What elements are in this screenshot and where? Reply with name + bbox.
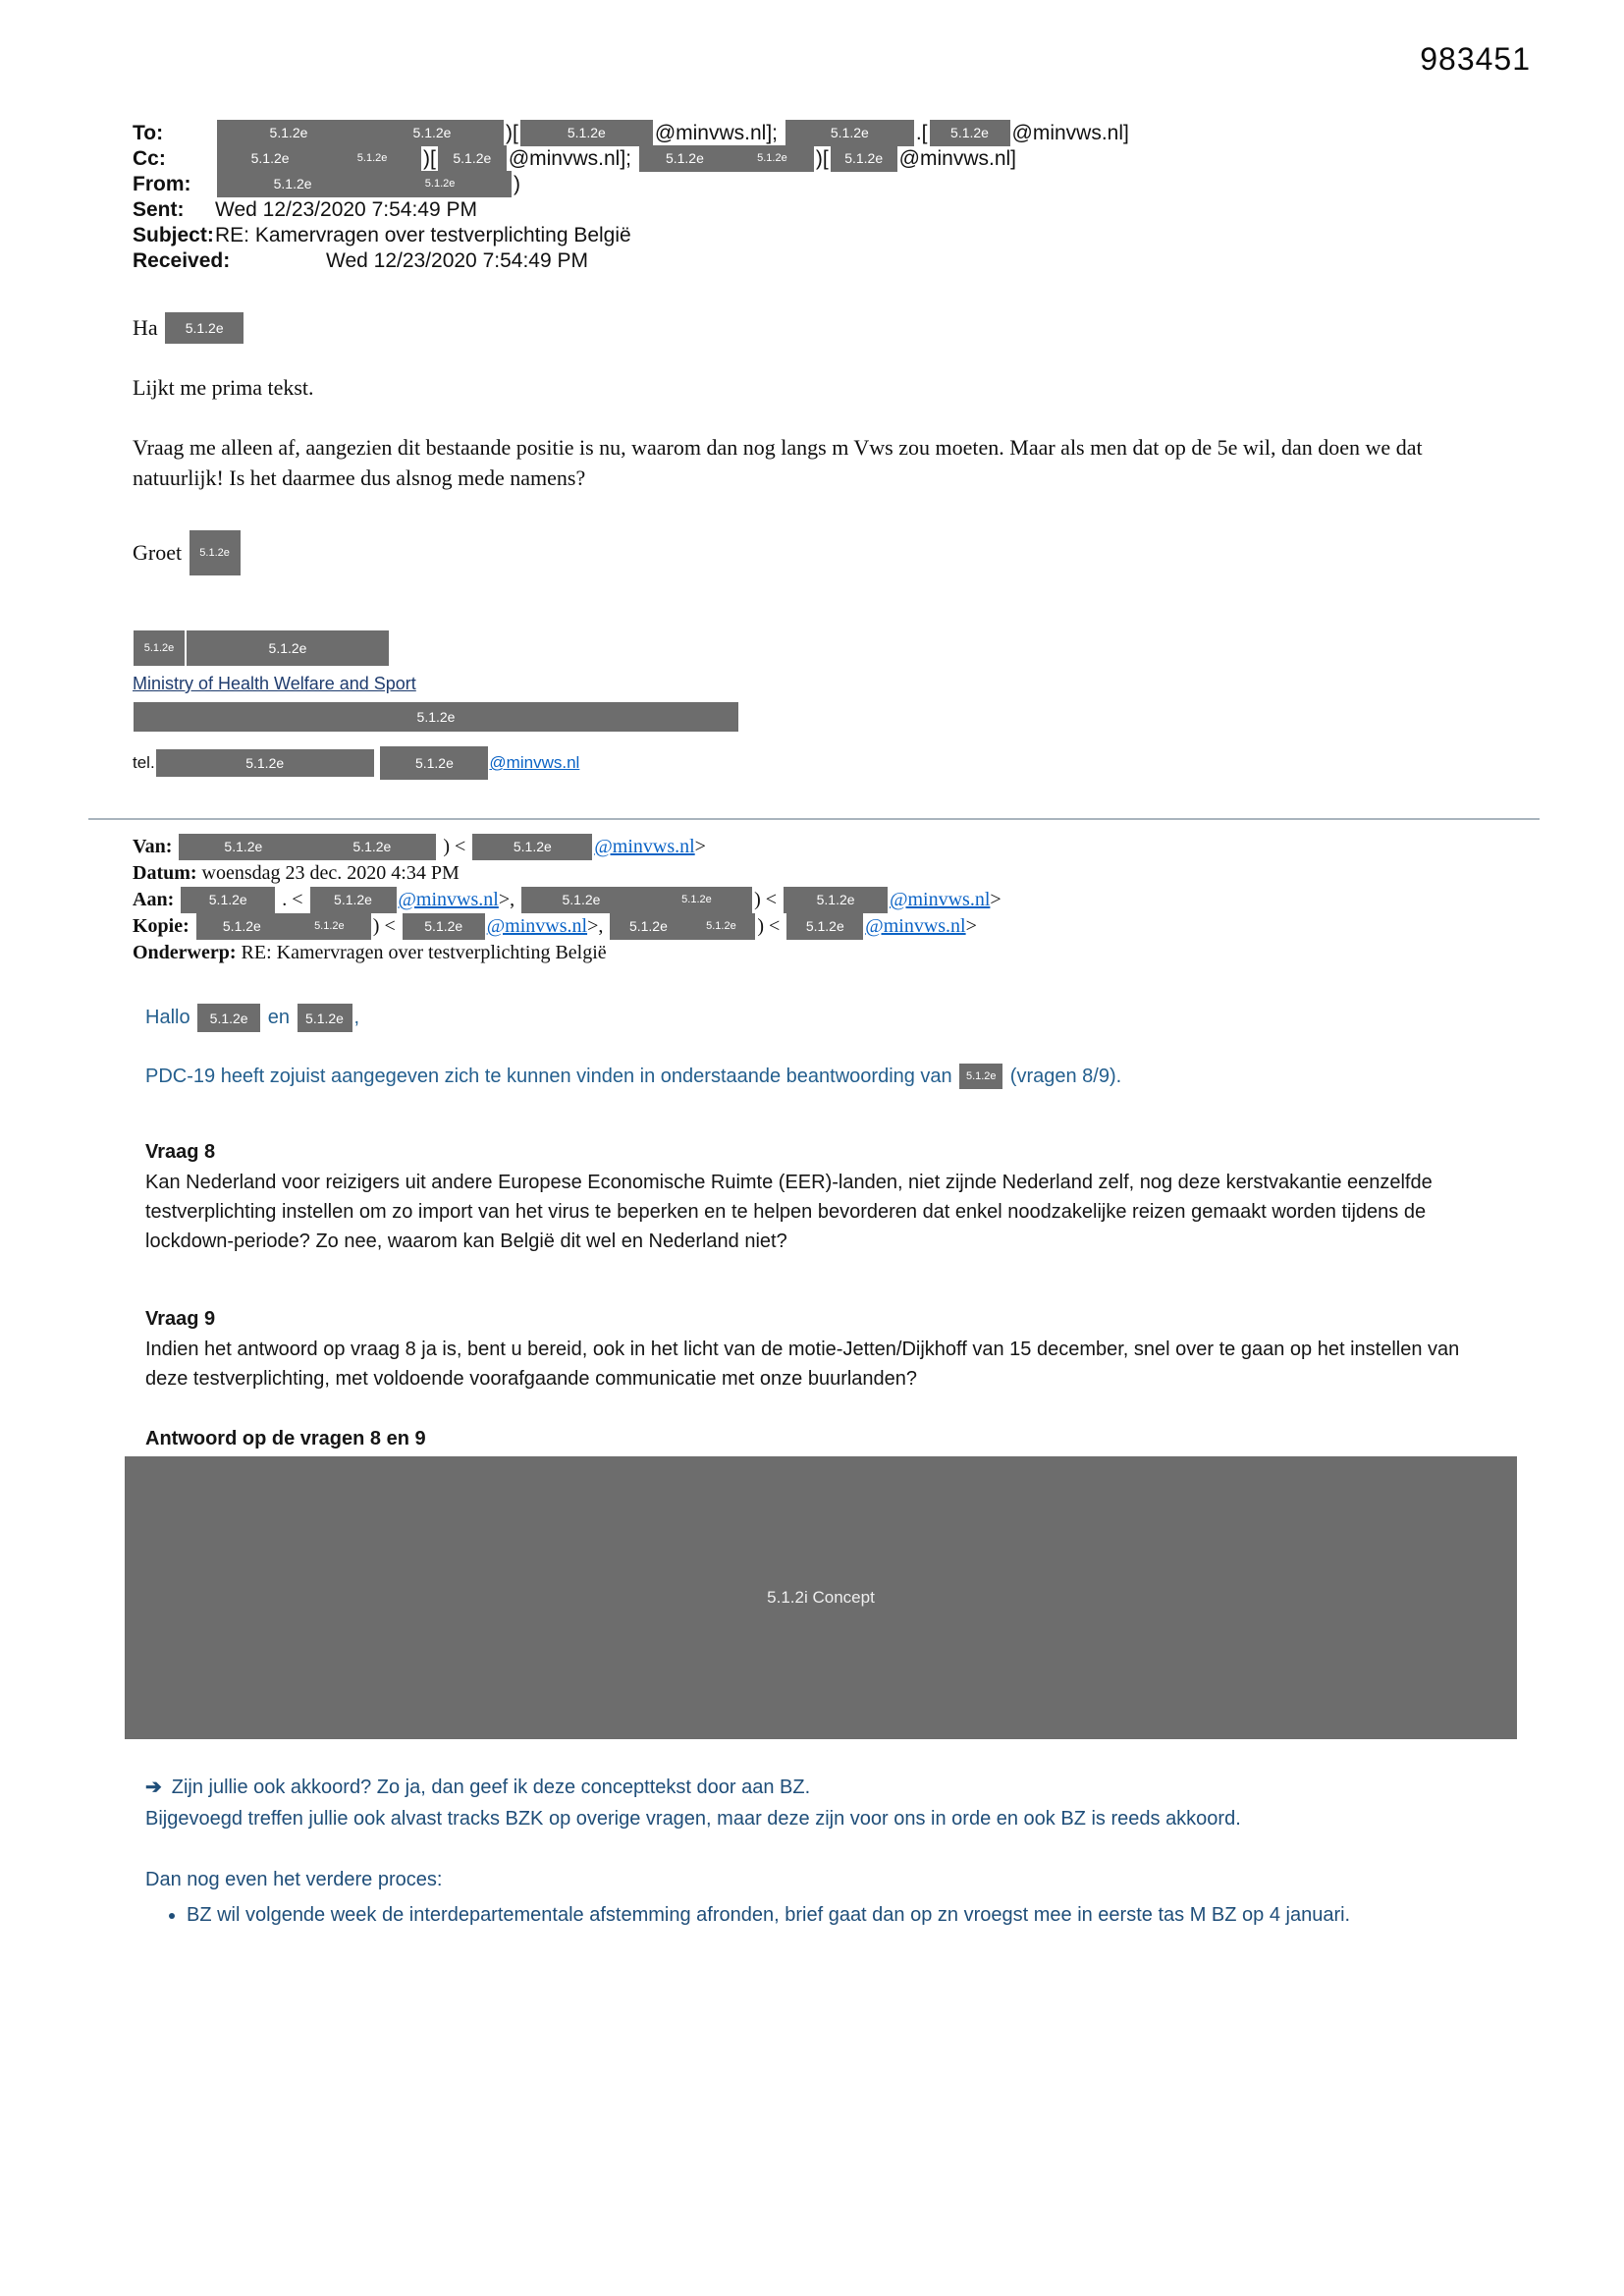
redaction-box bbox=[217, 120, 504, 146]
header-row bbox=[133, 145, 1536, 171]
text-segment: @minvws.nl] bbox=[898, 146, 1017, 170]
text-segment: )[ bbox=[506, 121, 518, 144]
header-row bbox=[133, 196, 1536, 222]
redaction-label: 5.1.2e bbox=[273, 175, 312, 191]
ministry-link[interactable]: Ministry of Health Welfare and Sport bbox=[133, 674, 416, 693]
redaction-label: 5.1.2e bbox=[830, 124, 869, 140]
email-body bbox=[133, 312, 1536, 575]
text-segment: >, bbox=[587, 915, 609, 937]
header-field-label: To: bbox=[133, 121, 164, 144]
vraag9-section bbox=[145, 1305, 1536, 1394]
redaction-box bbox=[521, 887, 752, 913]
text-segment: @minvws.nl]; bbox=[508, 146, 637, 170]
redaction-box bbox=[610, 913, 755, 940]
redaction-label: 5.1.2e bbox=[412, 124, 452, 140]
redaction-label: 5.1.2e bbox=[209, 1010, 248, 1026]
text-segment: Wed 12/23/2020 7:54:49 PM bbox=[215, 197, 477, 221]
redaction-box bbox=[959, 1064, 1002, 1089]
text-segment: RE: Kamervragen over testverplichting België bbox=[215, 223, 631, 246]
field-label: Datum: bbox=[133, 862, 202, 884]
redaction-label: 5.1.2e bbox=[143, 642, 175, 654]
text-segment: > bbox=[965, 915, 977, 937]
agreement-question-text: Zijn jullie ook akkoord? Zo ja, dan geef ik deze concepttekst door aan BZ. bbox=[171, 1777, 811, 1798]
header-field-value bbox=[215, 171, 520, 197]
redaction-label: 5.1.2e bbox=[416, 709, 456, 725]
quoted-header-row bbox=[133, 887, 1536, 913]
field-label: Onderwerp: bbox=[133, 942, 242, 963]
redaction-label: 5.1.2e bbox=[414, 755, 454, 771]
header-field-value bbox=[215, 120, 1129, 146]
process-bullet: • BZ wil volgende week de interdepartementale afstemming afronden, brief gaat dan op zn vroegst mee in eerste tas M BZ op 4 januari. bbox=[187, 1900, 1492, 1931]
redaction-label: 5.1.2e bbox=[356, 151, 388, 164]
redaction-label: 5.1.2e bbox=[199, 547, 230, 559]
header-field-value bbox=[215, 145, 1016, 172]
process-intro: Dan nog even het verdere proces: bbox=[145, 1869, 443, 1890]
redaction-box bbox=[403, 913, 485, 940]
redaction-label: 5.1.2e bbox=[965, 1070, 997, 1082]
quoted-email-header bbox=[133, 834, 1536, 966]
email-link[interactable]: @minvws.nl bbox=[890, 889, 991, 910]
redaction-label: 5.1.2e bbox=[757, 151, 787, 164]
divider bbox=[88, 818, 1540, 820]
redaction-label: 5.1.2e bbox=[222, 918, 261, 934]
header-field-label: From: bbox=[133, 172, 191, 195]
concept-redaction-label: 5.1.2i Concept bbox=[767, 1588, 875, 1607]
text-segment: Ha bbox=[133, 315, 164, 340]
process-list bbox=[145, 1900, 1492, 1931]
redaction-label: 5.1.2e bbox=[424, 177, 456, 190]
redaction-label: 5.1.2e bbox=[352, 839, 392, 854]
body-line: Lijkt me prima tekst. bbox=[133, 375, 314, 400]
redaction-label: 5.1.2e bbox=[706, 920, 736, 932]
vraag9-heading: Vraag 9 bbox=[145, 1308, 216, 1330]
signature-redacted-row bbox=[133, 702, 1536, 732]
redaction-label: 5.1.2e bbox=[844, 149, 884, 166]
text-segment: ) < bbox=[438, 836, 471, 857]
redaction-box bbox=[217, 145, 421, 172]
text-segment: RE: Kamervragen over testverplichting België bbox=[241, 942, 607, 963]
redaction-box bbox=[831, 145, 897, 172]
text-segment: )[ bbox=[815, 146, 829, 170]
antwoord-section bbox=[145, 1425, 1536, 1452]
redaction-label: 5.1.2e bbox=[513, 839, 552, 854]
redaction-box bbox=[197, 1004, 260, 1032]
text-segment: woensdag 23 dec. 2020 4:34 PM bbox=[201, 862, 460, 884]
quoted-header-row bbox=[133, 834, 1536, 860]
redaction-label: 5.1.2e bbox=[268, 640, 307, 656]
redaction-label: 5.1.2e bbox=[567, 124, 606, 140]
redaction-label: 5.1.2e bbox=[562, 892, 601, 907]
redaction-box bbox=[784, 887, 888, 913]
closing-block bbox=[145, 1773, 1536, 1931]
redaction-label: 5.1.2e bbox=[269, 124, 308, 140]
redaction-label: 5.1.2e bbox=[453, 149, 492, 166]
redaction-box bbox=[181, 887, 275, 913]
antwoord-heading: Antwoord op de vragen 8 en 9 bbox=[145, 1428, 426, 1449]
redaction-box bbox=[189, 530, 241, 575]
header-field-label: Cc: bbox=[133, 146, 166, 170]
email-link[interactable]: @minvws.nl bbox=[865, 915, 966, 937]
text-segment: tel. bbox=[133, 753, 155, 772]
text-segment: > bbox=[694, 836, 706, 857]
header-row bbox=[133, 222, 1536, 247]
field-label: Van: bbox=[133, 836, 178, 857]
redaction-box bbox=[310, 887, 397, 913]
redaction-label: 5.1.2e bbox=[224, 839, 263, 854]
redaction-label: 5.1.2e bbox=[314, 920, 345, 932]
quoted-header-row bbox=[133, 860, 1536, 887]
redaction-box bbox=[165, 312, 244, 344]
text-segment: >, bbox=[498, 889, 520, 910]
redaction-label: 5.1.2e bbox=[805, 918, 844, 934]
redaction-box bbox=[134, 630, 185, 666]
text-segment: PDC-19 heeft zojuist aangegeven zich te kunnen vinden in onderstaande beantwoording van bbox=[145, 1065, 958, 1087]
text-segment: Groet bbox=[133, 540, 188, 565]
redaction-label: 5.1.2e bbox=[208, 892, 247, 907]
text-segment: Hallo bbox=[145, 1007, 196, 1028]
redaction-label: 5.1.2e bbox=[424, 918, 463, 934]
redaction-label: 5.1.2e bbox=[185, 320, 224, 336]
redaction-box bbox=[472, 834, 592, 860]
field-label: Aan: bbox=[133, 889, 180, 910]
arrow-icon: ➔ bbox=[145, 1777, 162, 1798]
email-link[interactable]: @minvws.nl bbox=[594, 836, 695, 857]
text-segment: (vragen 8/9). bbox=[1004, 1065, 1122, 1087]
text-segment: @minvws.nl]; bbox=[654, 121, 784, 144]
header-field-label: Received: bbox=[133, 248, 231, 272]
signature-tel-row bbox=[133, 745, 1536, 781]
redaction-box bbox=[134, 702, 738, 732]
text-segment: ) bbox=[514, 172, 520, 195]
email-link[interactable]: @minvws.nl bbox=[398, 889, 499, 910]
redaction-label: 5.1.2e bbox=[816, 892, 855, 907]
quoted-greeting bbox=[145, 1004, 1536, 1032]
concept-redaction-box bbox=[125, 1456, 1517, 1739]
redaction-box bbox=[785, 120, 914, 146]
redaction-label: 5.1.2e bbox=[245, 755, 285, 771]
redaction-label: 5.1.2e bbox=[665, 149, 704, 166]
closing-line: Bijgevoegd treffen jullie ook alvast tracks BZK op overige vragen, maar deze zijn voor ons in orde en ook BZ is reeds akkoord. bbox=[145, 1808, 1241, 1830]
header-field-value bbox=[215, 247, 588, 274]
header-field-label: Subject: bbox=[133, 223, 214, 246]
field-label: Kopie: bbox=[133, 915, 194, 937]
text-segment: , bbox=[353, 1007, 360, 1028]
redaction-box bbox=[639, 145, 814, 172]
text-segment: Wed 12/23/2020 7:54:49 PM bbox=[326, 248, 588, 272]
email-header-fields bbox=[133, 120, 1536, 273]
redaction-box bbox=[438, 145, 507, 172]
signature-block bbox=[133, 630, 1536, 781]
redaction-box bbox=[156, 749, 374, 777]
header-row bbox=[133, 120, 1536, 145]
header-field-label: Sent: bbox=[133, 197, 185, 221]
signature-name-row bbox=[133, 630, 1536, 666]
redaction-box bbox=[298, 1004, 352, 1032]
redaction-label: 5.1.2e bbox=[628, 918, 668, 934]
redaction-box bbox=[520, 120, 653, 146]
text-segment: )[ bbox=[423, 146, 436, 170]
header-field-value bbox=[215, 222, 631, 248]
signoff-line bbox=[133, 530, 1536, 575]
doc-number: 983451 bbox=[1420, 41, 1531, 77]
vraag8-heading: Vraag 8 bbox=[145, 1141, 216, 1163]
header-row bbox=[133, 247, 1536, 273]
vraag8-text: Kan Nederland voor reizigers uit andere Europese Economische Ruimte (EER)-landen, niet zijnde Nederland zelf, nog deze kerstvakantie eenzelfde testverplichting instellen om zo import van het virus te beperken en te helpen bevorderen dat enkel noodzakelijke reizen gemaakt worden tijdens de lockdown-periode? Zo nee, waarom kan België dit wel en Nederland niet? bbox=[145, 1172, 1433, 1252]
text-segment: ) < bbox=[757, 915, 785, 937]
email-link[interactable]: @minvws.nl bbox=[486, 915, 588, 937]
pdc-status-line bbox=[145, 1064, 1536, 1089]
vraag8-section bbox=[145, 1138, 1536, 1256]
header-field-value bbox=[215, 196, 477, 223]
email-link[interactable]: @minvws.nl bbox=[489, 753, 580, 772]
redaction-label: 5.1.2e bbox=[250, 149, 290, 166]
text-segment: ) < bbox=[754, 889, 783, 910]
text-segment: ) < bbox=[372, 915, 401, 937]
text-segment: . < bbox=[277, 889, 308, 910]
redaction-label: 5.1.2e bbox=[681, 894, 712, 905]
vraag9-text: Indien het antwoord op vraag 8 ja is, bent u bereid, ook in het licht van de motie-Jetten/Dijkhoff van 15 december, snel over te gaan op het instellen van deze testverplichting, met voldoende voorafgaande communicatie met onze buurlanden? bbox=[145, 1339, 1460, 1390]
redaction-box bbox=[217, 171, 512, 197]
quoted-header-row bbox=[133, 940, 1536, 966]
text-segment: @minvws.nl] bbox=[1011, 121, 1129, 144]
text-segment: .[ bbox=[915, 121, 928, 144]
redaction-box bbox=[187, 630, 389, 666]
redaction-box bbox=[786, 913, 863, 940]
body-paragraph: Vraag me alleen af, aangezien dit bestaande positie is nu, waarom dan nog langs m Vws zou moeten. Maar als men dat op de 5e wil, dan doen we dat natuurlijk! Is het daarmee dus alsnog mede namens? bbox=[133, 435, 1423, 490]
header-row bbox=[133, 171, 1536, 196]
redaction-label: 5.1.2e bbox=[950, 124, 989, 140]
redaction-box bbox=[380, 746, 488, 780]
redaction-label: 5.1.2e bbox=[334, 892, 372, 907]
redaction-box bbox=[930, 120, 1010, 146]
greeting-line bbox=[133, 312, 1536, 344]
text-segment: en bbox=[262, 1007, 296, 1028]
redaction-label: 5.1.2e bbox=[305, 1010, 344, 1026]
redaction-box bbox=[179, 834, 436, 860]
agreement-question-line bbox=[145, 1773, 1536, 1802]
redaction-box bbox=[196, 913, 371, 940]
text-segment: > bbox=[990, 889, 1001, 910]
text-segment bbox=[375, 753, 380, 773]
quoted-header-row bbox=[133, 913, 1536, 940]
